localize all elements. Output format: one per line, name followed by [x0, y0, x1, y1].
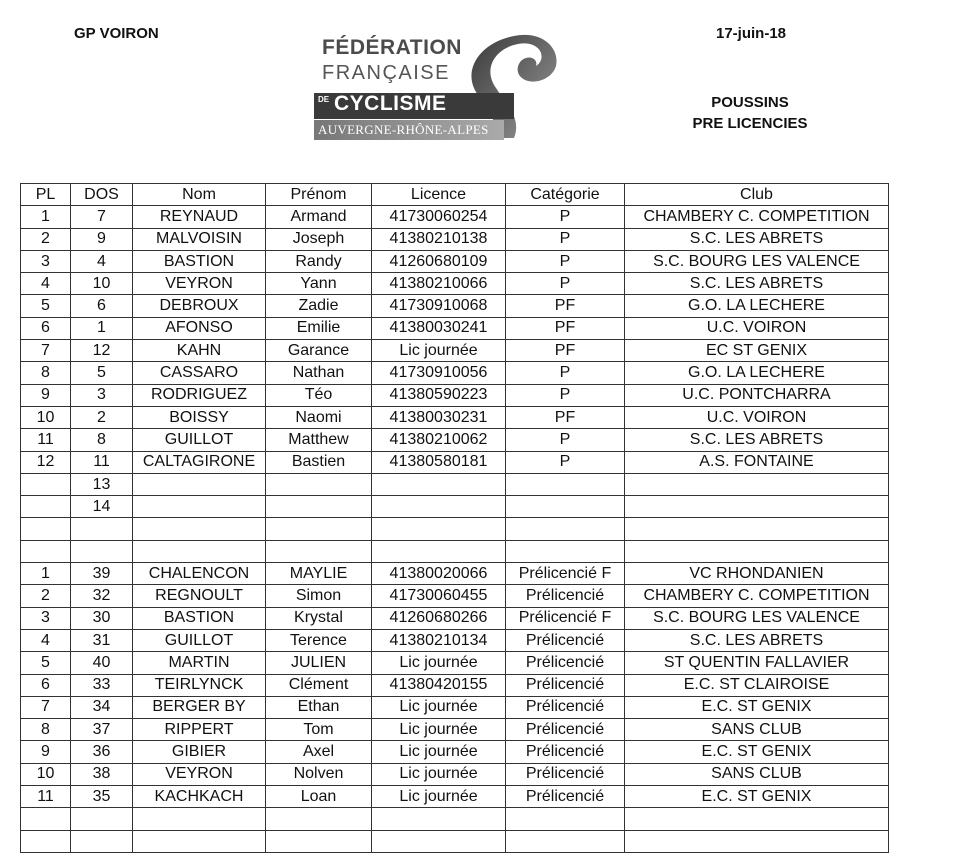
cell-nom: DEBROUX — [133, 295, 266, 317]
cell-nom: KAHN — [133, 340, 266, 362]
cell-prenom: Emilie — [266, 317, 372, 339]
table-row — [21, 808, 889, 830]
cell-licence: 41260680266 — [372, 607, 506, 629]
cell-licence: 41380210138 — [372, 228, 506, 250]
cell-categorie: P — [506, 384, 625, 406]
cell-categorie — [506, 473, 625, 495]
cell-licence: 41260680109 — [372, 250, 506, 272]
cell-pl: 10 — [21, 763, 71, 785]
cell-pl: 9 — [21, 384, 71, 406]
cell-dos: 31 — [71, 629, 133, 651]
cell-categorie: Prélicencié — [506, 763, 625, 785]
table-row — [21, 674, 889, 696]
cell-dos — [71, 518, 133, 540]
cell-dos — [71, 540, 133, 562]
cell-nom: RODRIGUEZ — [133, 384, 266, 406]
cell-club: S.C. LES ABRETS — [625, 273, 889, 295]
cell-prenom — [266, 473, 372, 495]
results-table — [20, 183, 889, 853]
cell-club — [625, 540, 889, 562]
cell-categorie: PF — [506, 295, 625, 317]
cell-pl: 3 — [21, 607, 71, 629]
cell-prenom: Téo — [266, 384, 372, 406]
cell-dos: 39 — [71, 563, 133, 585]
cell-club: E.C. ST GENIX — [625, 786, 889, 808]
cell-categorie: Prélicencié — [506, 652, 625, 674]
cell-club: CHAMBERY C. COMPETITION — [625, 585, 889, 607]
cell-nom: GUILLOT — [133, 629, 266, 651]
cell-licence: Lic journée — [372, 696, 506, 718]
table-row — [21, 540, 889, 562]
cell-dos: 10 — [71, 273, 133, 295]
cell-licence: 41380030241 — [372, 317, 506, 339]
cell-dos: 34 — [71, 696, 133, 718]
cell-nom: REYNAUD — [133, 206, 266, 228]
category-line-2: PRE LICENCIES — [692, 115, 808, 132]
cell-prenom: Yann — [266, 273, 372, 295]
cell-prenom — [266, 518, 372, 540]
cell-pl — [21, 518, 71, 540]
category-heading — [680, 92, 820, 134]
cell-prenom: Terence — [266, 629, 372, 651]
cell-dos: 4 — [71, 250, 133, 272]
cell-licence: 41380020066 — [372, 563, 506, 585]
table-row — [21, 719, 889, 741]
cell-club: S.C. LES ABRETS — [625, 629, 889, 651]
cell-categorie — [506, 540, 625, 562]
cell-nom: VEYRON — [133, 273, 266, 295]
cell-club: E.C. ST CLAIROISE — [625, 674, 889, 696]
cell-club: VC RHONDANIEN — [625, 563, 889, 585]
table-row — [21, 429, 889, 451]
cell-categorie: PF — [506, 340, 625, 362]
cell-categorie: P — [506, 273, 625, 295]
cell-dos — [71, 808, 133, 830]
cell-categorie — [506, 808, 625, 830]
cell-club: S.C. LES ABRETS — [625, 228, 889, 250]
cell-dos: 33 — [71, 674, 133, 696]
cell-categorie: Prélicencié — [506, 674, 625, 696]
cell-club: S.C. BOURG LES VALENCE — [625, 250, 889, 272]
cell-dos: 8 — [71, 429, 133, 451]
table-row — [21, 362, 889, 384]
cell-categorie: Prélicencié — [506, 629, 625, 651]
cell-licence: 41380210062 — [372, 429, 506, 451]
cell-categorie: P — [506, 206, 625, 228]
cell-prenom: Joseph — [266, 228, 372, 250]
cell-nom: BOISSY — [133, 406, 266, 428]
column-header-club: Club — [625, 184, 889, 206]
cell-pl: 5 — [21, 295, 71, 317]
cell-categorie: Prélicencié — [506, 696, 625, 718]
cell-club — [625, 830, 889, 852]
cell-pl: 3 — [21, 250, 71, 272]
cell-dos: 5 — [71, 362, 133, 384]
cell-dos: 13 — [71, 473, 133, 495]
cell-club — [625, 473, 889, 495]
cell-licence: Lic journée — [372, 340, 506, 362]
cell-pl — [21, 540, 71, 562]
cell-club: EC ST GENIX — [625, 340, 889, 362]
table-row — [21, 563, 889, 585]
cell-categorie — [506, 496, 625, 518]
cell-club: S.C. BOURG LES VALENCE — [625, 607, 889, 629]
cell-prenom: JULIEN — [266, 652, 372, 674]
logo-line-region: AUVERGNE-RHÔNE-ALPES — [318, 122, 489, 137]
cell-pl: 4 — [21, 629, 71, 651]
cell-nom: GIBIER — [133, 741, 266, 763]
cell-club: U.C. PONTCHARRA — [625, 384, 889, 406]
cell-pl: 7 — [21, 340, 71, 362]
cell-nom — [133, 540, 266, 562]
cell-dos: 11 — [71, 451, 133, 473]
cell-prenom — [266, 496, 372, 518]
cell-dos: 9 — [71, 228, 133, 250]
cell-dos: 35 — [71, 786, 133, 808]
column-header-nom: Nom — [133, 184, 266, 206]
cell-club: G.O. LA LECHERE — [625, 295, 889, 317]
cell-pl: 5 — [21, 652, 71, 674]
cell-club — [625, 808, 889, 830]
cell-licence: 41380210134 — [372, 629, 506, 651]
cell-licence: Lic journée — [372, 763, 506, 785]
cell-prenom: Krystal — [266, 607, 372, 629]
cell-pl: 1 — [21, 563, 71, 585]
cell-categorie: Prélicencié — [506, 719, 625, 741]
cell-nom: VEYRON — [133, 763, 266, 785]
cell-prenom: Nathan — [266, 362, 372, 384]
cell-nom — [133, 830, 266, 852]
cell-dos: 2 — [71, 406, 133, 428]
cell-dos: 32 — [71, 585, 133, 607]
cell-pl: 6 — [21, 317, 71, 339]
cell-club: ST QUENTIN FALLAVIER — [625, 652, 889, 674]
table-body — [21, 206, 889, 853]
table-row — [21, 317, 889, 339]
table-row — [21, 652, 889, 674]
column-header-pl: PL — [21, 184, 71, 206]
category-line-1: POUSSINS — [711, 94, 789, 111]
table-row — [21, 451, 889, 473]
cell-licence: 41380590223 — [372, 384, 506, 406]
cell-prenom: MAYLIE — [266, 563, 372, 585]
cell-nom: CALTAGIRONE — [133, 451, 266, 473]
cell-dos: 37 — [71, 719, 133, 741]
cell-licence: Lic journée — [372, 719, 506, 741]
cell-pl — [21, 808, 71, 830]
cell-pl: 2 — [21, 585, 71, 607]
cell-pl — [21, 830, 71, 852]
cell-pl: 8 — [21, 719, 71, 741]
cell-dos: 12 — [71, 340, 133, 362]
cell-prenom: Matthew — [266, 429, 372, 451]
cell-club: E.C. ST GENIX — [625, 741, 889, 763]
cell-prenom: Armand — [266, 206, 372, 228]
table-row — [21, 206, 889, 228]
cell-categorie: PF — [506, 406, 625, 428]
table-row — [21, 228, 889, 250]
cell-categorie: P — [506, 362, 625, 384]
cell-prenom — [266, 830, 372, 852]
table-row — [21, 496, 889, 518]
column-header-categorie: Catégorie — [506, 184, 625, 206]
cell-nom: REGNOULT — [133, 585, 266, 607]
cell-club: E.C. ST GENIX — [625, 696, 889, 718]
cell-nom: CHALENCON — [133, 563, 266, 585]
logo-line-cyclisme: CYCLISME — [334, 92, 447, 115]
cell-nom: RIPPERT — [133, 719, 266, 741]
table-row — [21, 763, 889, 785]
cell-prenom: Bastien — [266, 451, 372, 473]
cell-categorie: Prélicencié F — [506, 563, 625, 585]
cell-licence: 41380580181 — [372, 451, 506, 473]
column-header-dos: DOS — [71, 184, 133, 206]
cell-prenom: Randy — [266, 250, 372, 272]
cell-dos: 1 — [71, 317, 133, 339]
table-header-row — [21, 184, 889, 206]
cell-nom: KACHKACH — [133, 786, 266, 808]
cell-pl: 11 — [21, 429, 71, 451]
cell-nom: AFONSO — [133, 317, 266, 339]
cell-categorie: P — [506, 429, 625, 451]
ffc-logo — [312, 28, 562, 150]
cell-prenom: Garance — [266, 340, 372, 362]
cell-categorie: Prélicencié — [506, 741, 625, 763]
cell-categorie: P — [506, 250, 625, 272]
cell-categorie: P — [506, 228, 625, 250]
cell-dos: 40 — [71, 652, 133, 674]
cell-nom — [133, 518, 266, 540]
cell-licence: 41730910068 — [372, 295, 506, 317]
cell-nom: BASTION — [133, 607, 266, 629]
cell-club: SANS CLUB — [625, 763, 889, 785]
cell-prenom: Tom — [266, 719, 372, 741]
table-row — [21, 629, 889, 651]
cell-categorie: Prélicencié — [506, 786, 625, 808]
cell-categorie: P — [506, 451, 625, 473]
cell-categorie: Prélicencié F — [506, 607, 625, 629]
cell-club: SANS CLUB — [625, 719, 889, 741]
table-row — [21, 384, 889, 406]
cell-prenom — [266, 808, 372, 830]
cell-dos: 14 — [71, 496, 133, 518]
cell-pl: 2 — [21, 228, 71, 250]
cell-pl: 10 — [21, 406, 71, 428]
cell-club: U.C. VOIRON — [625, 406, 889, 428]
table-row — [21, 295, 889, 317]
event-date: 17-juin-18 — [716, 25, 787, 42]
cell-licence: 41380030231 — [372, 406, 506, 428]
logo-line-federation: FÉDÉRATION — [322, 36, 462, 59]
table-row — [21, 830, 889, 852]
cell-dos: 7 — [71, 206, 133, 228]
cell-pl: 1 — [21, 206, 71, 228]
cell-pl — [21, 473, 71, 495]
cell-nom: MARTIN — [133, 652, 266, 674]
cell-licence: Lic journée — [372, 741, 506, 763]
cell-prenom: Naomi — [266, 406, 372, 428]
cell-licence: 41730060455 — [372, 585, 506, 607]
cell-licence: 41380420155 — [372, 674, 506, 696]
cell-prenom — [266, 540, 372, 562]
cell-pl: 6 — [21, 674, 71, 696]
cell-licence: 41730910056 — [372, 362, 506, 384]
column-header-licence: Licence — [372, 184, 506, 206]
cell-categorie: Prélicencié — [506, 585, 625, 607]
table-row — [21, 250, 889, 272]
cell-nom: GUILLOT — [133, 429, 266, 451]
cell-licence: 41380210066 — [372, 273, 506, 295]
cell-prenom: Nolven — [266, 763, 372, 785]
cell-dos: 30 — [71, 607, 133, 629]
table-row — [21, 607, 889, 629]
cell-licence — [372, 830, 506, 852]
table-row — [21, 406, 889, 428]
cell-categorie: PF — [506, 317, 625, 339]
column-header-prenom: Prénom — [266, 184, 372, 206]
cell-nom: BERGER BY — [133, 696, 266, 718]
cell-licence — [372, 496, 506, 518]
cell-licence — [372, 540, 506, 562]
cell-dos: 36 — [71, 741, 133, 763]
cell-nom — [133, 496, 266, 518]
cell-pl: 7 — [21, 696, 71, 718]
cell-prenom: Loan — [266, 786, 372, 808]
cell-nom — [133, 808, 266, 830]
cell-prenom: Clément — [266, 674, 372, 696]
cell-licence — [372, 518, 506, 540]
cell-club — [625, 518, 889, 540]
cell-club: S.C. LES ABRETS — [625, 429, 889, 451]
cell-club: G.O. LA LECHERE — [625, 362, 889, 384]
cell-nom — [133, 473, 266, 495]
cell-dos — [71, 830, 133, 852]
cell-pl: 12 — [21, 451, 71, 473]
logo-line-francaise: FRANÇAISE — [322, 62, 450, 84]
cell-prenom: Simon — [266, 585, 372, 607]
table-row — [21, 473, 889, 495]
cell-pl: 4 — [21, 273, 71, 295]
cell-nom: CASSARO — [133, 362, 266, 384]
table-row — [21, 273, 889, 295]
cell-club — [625, 496, 889, 518]
cell-licence: Lic journée — [372, 652, 506, 674]
cell-club: CHAMBERY C. COMPETITION — [625, 206, 889, 228]
cell-nom: BASTION — [133, 250, 266, 272]
cell-licence — [372, 473, 506, 495]
table-row — [21, 786, 889, 808]
cell-prenom: Axel — [266, 741, 372, 763]
cell-club: U.C. VOIRON — [625, 317, 889, 339]
cell-licence — [372, 808, 506, 830]
cell-dos: 3 — [71, 384, 133, 406]
table-row — [21, 340, 889, 362]
cell-categorie — [506, 830, 625, 852]
cell-prenom: Ethan — [266, 696, 372, 718]
cell-dos: 38 — [71, 763, 133, 785]
cell-nom: MALVOISIN — [133, 228, 266, 250]
cell-nom: TEIRLYNCK — [133, 674, 266, 696]
cell-licence: 41730060254 — [372, 206, 506, 228]
table-row — [21, 696, 889, 718]
cell-club: A.S. FONTAINE — [625, 451, 889, 473]
event-title: GP VOIRON — [74, 25, 159, 42]
cell-categorie — [506, 518, 625, 540]
cell-pl: 9 — [21, 741, 71, 763]
table-row — [21, 741, 889, 763]
cell-dos: 6 — [71, 295, 133, 317]
table-row — [21, 585, 889, 607]
cell-licence: Lic journée — [372, 786, 506, 808]
cell-prenom: Zadie — [266, 295, 372, 317]
logo-de: DE — [318, 95, 330, 104]
cell-pl: 8 — [21, 362, 71, 384]
table-row — [21, 518, 889, 540]
cell-pl: 11 — [21, 786, 71, 808]
cell-pl — [21, 496, 71, 518]
